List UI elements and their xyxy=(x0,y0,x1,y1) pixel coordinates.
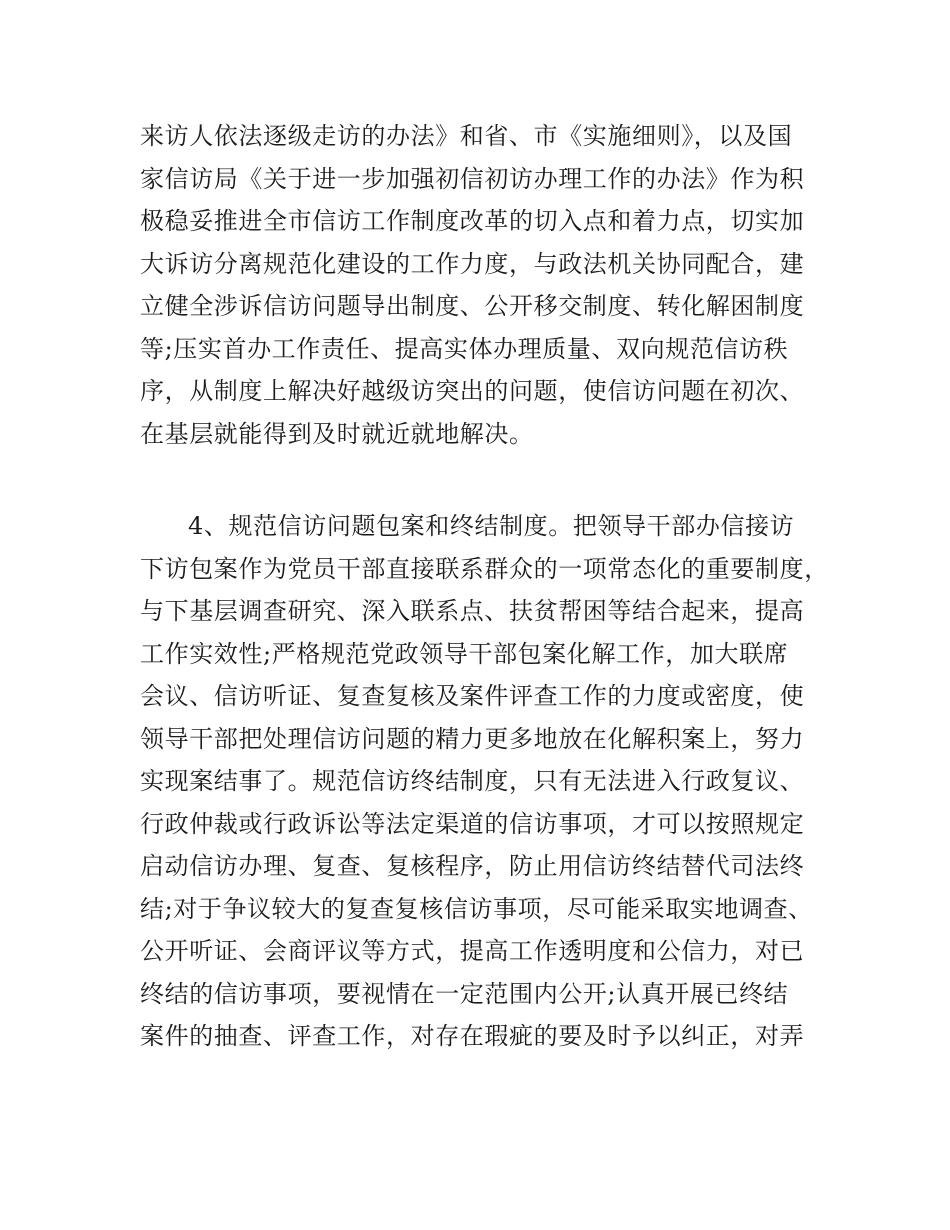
text-line: 工作实效性;严格规范党政领导干部包案化解工作，加大联席 xyxy=(140,639,789,668)
text-line: 行政仲裁或行政诉讼等法定渠道的信访事项，才可以按照规定 xyxy=(140,809,805,838)
text-line: 与下基层调查研究、深入联系点、扶贫帮困等结合起来，提高 xyxy=(140,597,805,625)
text-line: 会议、信访听证、复查复核及案件评查工作的力度或密度，使 xyxy=(140,682,805,710)
text-line: 案件的抽查、评查工作，对存在瑕疵的要及时予以纠正，对弄 xyxy=(140,1022,805,1050)
text-line: 终结的信访事项，要视情在一定范围内公开;认真开展已终结 xyxy=(140,979,789,1008)
text-line: 启动信访办理、复查、复核程序，防止用信访终结替代司法终 xyxy=(140,852,805,880)
text-line: 结;对于争议较大的复查复核信访事项，尽可能采取实地调查、 xyxy=(140,894,813,923)
paragraph-1 xyxy=(140,115,820,455)
text-line: 立健全涉诉信访问题导出制度、公开移交制度、转化解困制度 xyxy=(140,292,805,320)
text-line: 极稳妥推进全市信访工作制度改革的切入点和着力点，切实加 xyxy=(140,207,805,235)
text-line: 序，从制度上解决好越级访突出的问题，使信访问题在初次、 xyxy=(140,377,805,405)
text-line: 大诉访分离规范化建设的工作力度，与政法机关协同配合，建 xyxy=(140,249,805,278)
text-line: 等;压实首办工作责任、提高实体办理质量、双向规范信访秩 xyxy=(140,334,789,363)
text-line: 下访包案作为党员干部直接联系群众的一项常态化的重要制度， xyxy=(140,554,829,583)
paragraph-2 xyxy=(140,505,829,1058)
text-line: 家信访局《关于进一步加强初信初访办理工作的办法》作为积 xyxy=(140,164,805,193)
text-line: 来访人依法逐级走访的办法》和省、市《实施细则》，以及国 xyxy=(140,122,793,150)
text-line: 4、规范信访问题包案和终结制度。把领导干部办信接访 xyxy=(188,512,795,540)
text-line: 公开听证、会商评议等方式，提高工作透明度和公信力，对已 xyxy=(140,937,805,965)
text-line: 在基层就能得到及时就近就地解决。 xyxy=(140,419,534,448)
text-line: 领导干部把处理信访问题的精力更多地放在化解积案上，努力 xyxy=(140,724,805,753)
text-line: 实现案结事了。规范信访终结制度，只有无法进入行政复议、 xyxy=(140,767,805,795)
